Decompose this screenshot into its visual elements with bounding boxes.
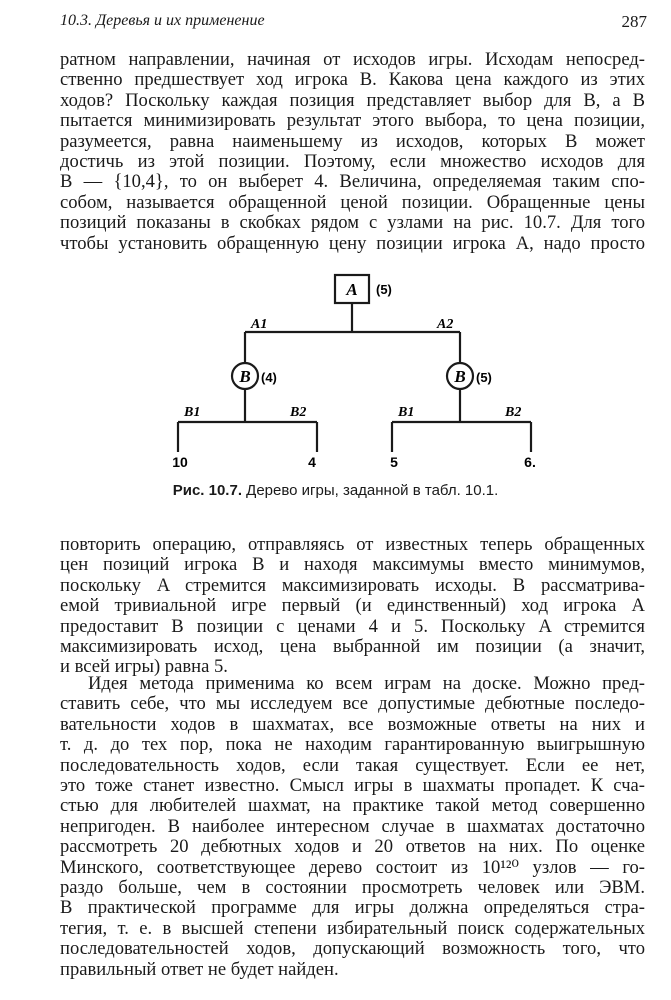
branch-label-a1: A1 bbox=[251, 317, 268, 332]
text-line: т. д. до тех пор, пока не находим гарантированную выигрышную bbox=[60, 734, 645, 756]
text-line: рассмотреть 20 дебютных ходов и 20 ответов на них. По оценке bbox=[60, 836, 645, 858]
left-b-node-label: B bbox=[239, 367, 251, 386]
text-line: ственно предшествует ход игрока B. Какова цена каждого из этих bbox=[60, 69, 645, 91]
text-line: В практической программе для игры должна определяться стра- bbox=[60, 897, 645, 919]
text-line: вательности ходов в шахматах, все возможные ответы на них и bbox=[60, 713, 645, 735]
root-node-value: (5) bbox=[376, 282, 392, 297]
text-line: и всей игры) равна 5. bbox=[60, 656, 228, 678]
text-line: предоставит B позиции с ценами 4 и 5. Поскольку A стремится bbox=[60, 615, 645, 637]
right-b-node-value: (5) bbox=[476, 370, 492, 385]
text-line: Минского, соответствующее дерево состоит из 10¹²⁰ узлов — го- bbox=[60, 856, 645, 878]
paragraph-2 bbox=[60, 535, 645, 678]
text-line: это тоже станет известно. Смысл игры в шахматы пропадет. К сча- bbox=[60, 775, 645, 797]
text-line: собом, называется обращенной ценой позиции. Обращенные цены bbox=[60, 191, 645, 213]
text-line: повторить операцию, отправляясь от известных теперь обращенных bbox=[60, 534, 645, 555]
text-line: достичь из этой позиции. Поэтому, если множество исходов для bbox=[60, 151, 645, 173]
branch-label-b1-left: B1 bbox=[184, 405, 201, 420]
figure-game-tree bbox=[0, 260, 671, 510]
text-line: чтобы установить обращенную цену позиции игрока A, надо просто bbox=[60, 232, 645, 254]
text-line: ходов? Поскольку каждая позиция представляет выбор для B, а B bbox=[60, 89, 645, 111]
text-line: тегия, т. е. в высшей степени избирательный поиск содержательных bbox=[60, 917, 645, 939]
text-line: правильный ответ не будет найден. bbox=[60, 958, 339, 980]
branch-label-b2-right: B2 bbox=[505, 405, 522, 420]
left-b-node-value: (4) bbox=[261, 370, 277, 385]
text-line: разумеется, равна наименьшему из исходов, которых B может bbox=[60, 130, 645, 152]
outcome-value: 4 bbox=[308, 454, 316, 470]
chapter-title: 10.3. Деревья и их применение bbox=[60, 12, 265, 29]
paragraph-1 bbox=[60, 50, 645, 254]
text-line: раздо больше, чем в состоянии просмотреть человек или ЭВМ. bbox=[60, 877, 645, 899]
figure-caption bbox=[0, 482, 671, 499]
text-line: ставить себе, что мы исследуем все допустимые дебютные последо- bbox=[60, 693, 645, 715]
text-line: непригоден. В наиболее интересном случае в шахматах достаточно bbox=[60, 815, 645, 837]
text-line: Идея метода применима ко всем играм на доске. Можно пред- bbox=[88, 673, 645, 694]
text-line: стью для любителей шахмат, на практике такой метод совершенно bbox=[60, 795, 645, 817]
caption-text: Дерево игры, заданной в табл. 10.1. bbox=[246, 482, 499, 499]
root-node-label: A bbox=[346, 280, 358, 299]
branch-label-b1-right: B1 bbox=[398, 405, 415, 420]
text-line: ратном направлении, начиная от исходов игры. Исходам непосред- bbox=[60, 49, 645, 70]
text-line: позиций показаны в скобках рядом с узлами на рис. 10.7. Для того bbox=[60, 212, 645, 234]
page-number: 287 bbox=[621, 12, 647, 31]
text-line: цен позиций игрока B и находя максимумы вместо минимумов, bbox=[60, 554, 645, 576]
paragraph-3 bbox=[60, 674, 645, 980]
text-line: максимизировать исход, цена выбранной им позиции (а значит, bbox=[60, 636, 645, 658]
text-line: последовательность ходов, если такая существует. Если ее нет, bbox=[60, 754, 645, 776]
caption-label: Рис. 10.7. bbox=[172, 482, 242, 499]
text-line: пытается минимизировать результат этого выбора, то цена позиции, bbox=[60, 110, 645, 132]
text-line: емой тривиальной игре первый (и единственный) ход игрока A bbox=[60, 595, 645, 617]
outcome-value: 5 bbox=[390, 454, 398, 470]
text-line: последовательностей ходов, допускающий возможность того, что bbox=[60, 938, 645, 960]
text-line: B — {10,4}, то он выберет 4. Величина, определяемая таким спо- bbox=[60, 171, 645, 193]
branch-label-b2-left: B2 bbox=[290, 405, 307, 420]
text-line: поскольку A стремится максимизировать исходы. В рассматрива- bbox=[60, 574, 645, 596]
outcome-value: 10 bbox=[172, 454, 188, 470]
running-header bbox=[60, 6, 647, 34]
outcome-value: 6. bbox=[524, 454, 536, 470]
right-b-node-label: B bbox=[454, 367, 466, 386]
branch-label-a2: A2 bbox=[437, 317, 454, 332]
game-tree-diagram bbox=[0, 260, 671, 480]
